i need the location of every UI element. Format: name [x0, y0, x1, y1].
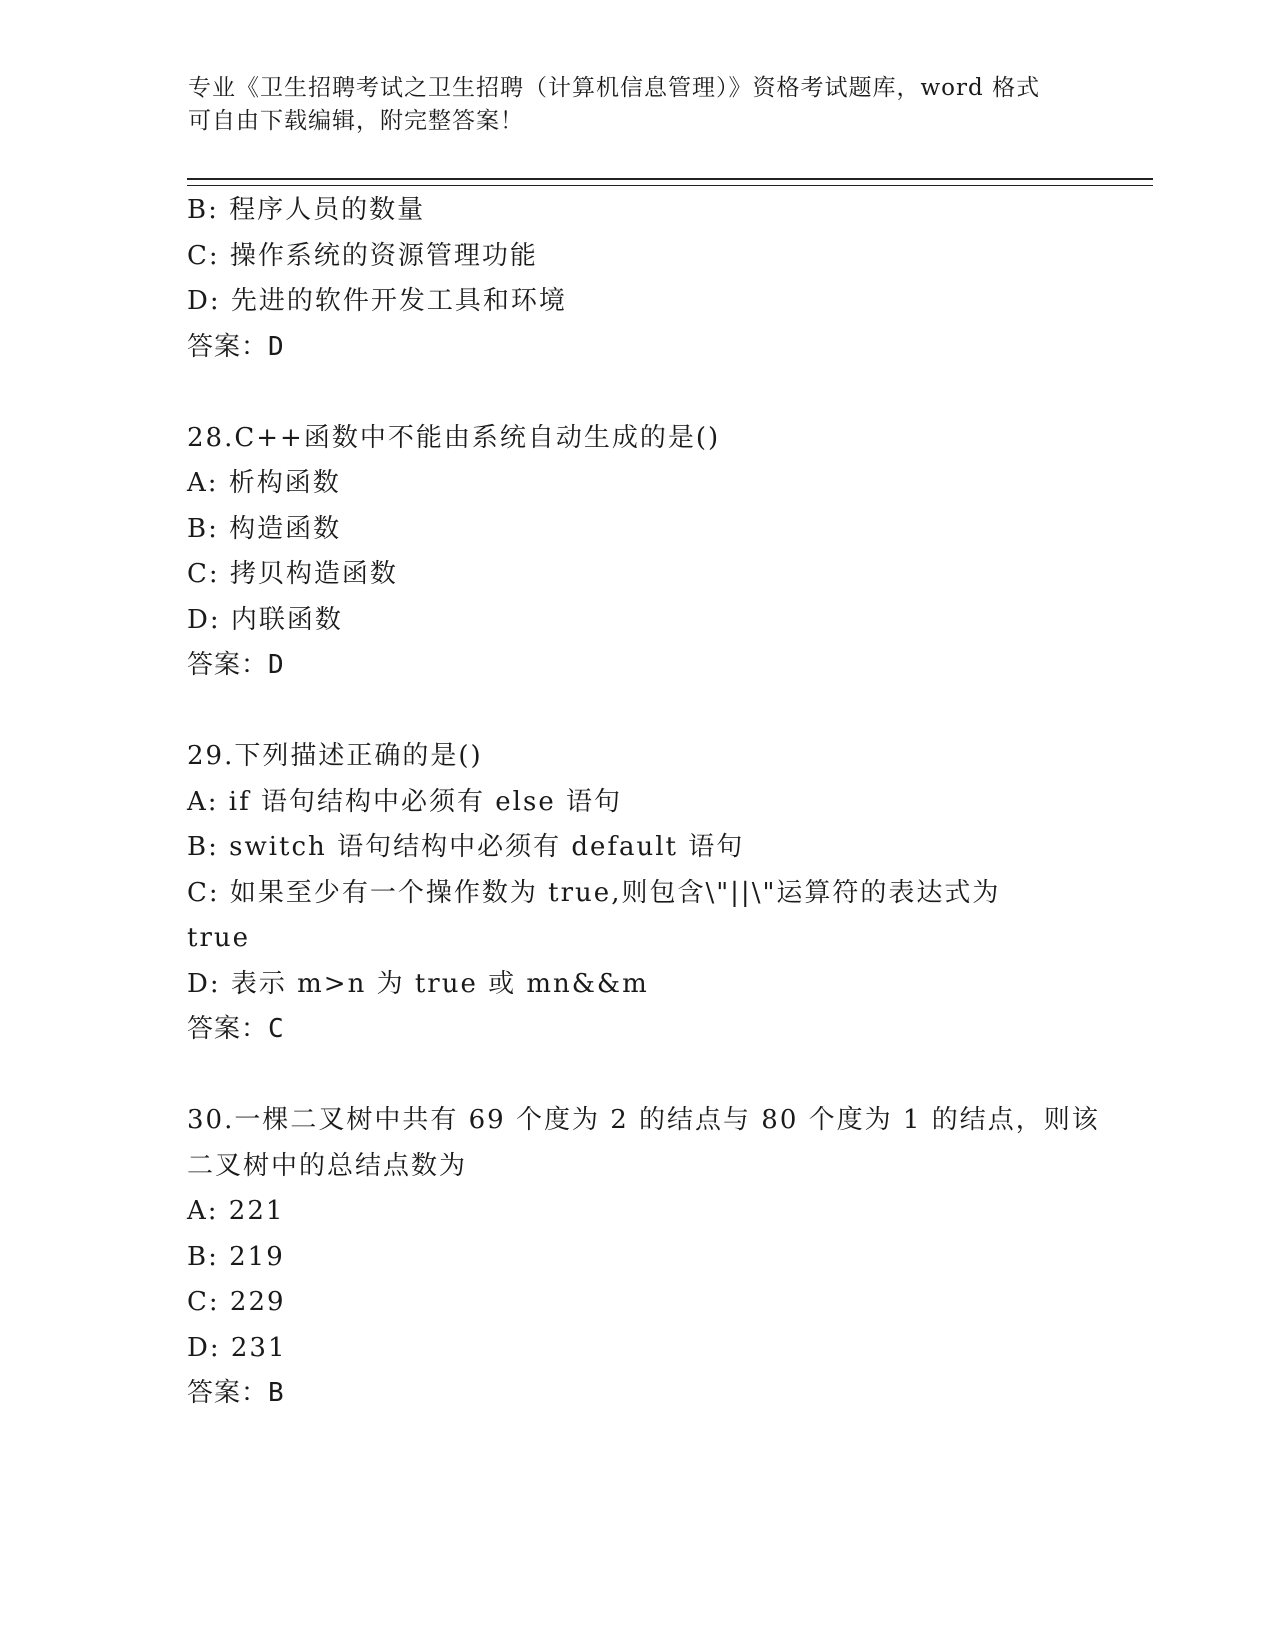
option-c: C: 如果至少有一个操作数为 true,则包含\"||\"运算符的表达式为 — [187, 877, 1001, 908]
header-line-2: 可自由下载编辑，附完整答案！ — [188, 108, 524, 134]
option-c: C: 操作系统的资源管理功能 — [187, 240, 538, 271]
answer-line: 答案：C — [187, 1014, 285, 1044]
question-28 — [187, 416, 1087, 689]
answer-line: 答案：D — [187, 331, 285, 362]
option-a: A: if 语句结构中必须有 else 语句 — [187, 786, 622, 817]
option-b: B: 219 — [187, 1241, 285, 1272]
option-d: D: 231 — [187, 1332, 287, 1363]
prev-question-block — [187, 188, 1087, 370]
option-c: C: 拷贝构造函数 — [187, 559, 398, 589]
option-a: A: 析构函数 — [187, 468, 341, 498]
answer-line: 答案：D — [187, 650, 285, 680]
option-c-continued: true — [187, 923, 251, 953]
option-d: D: 表示 m>n 为 true 或 mn&&m — [187, 968, 649, 999]
question-30 — [187, 1098, 1100, 1417]
question-list — [187, 188, 1100, 1417]
option-d: D: 先进的软件开发工具和环境 — [187, 286, 567, 316]
option-b: B: switch 语句结构中必须有 default 语句 — [187, 832, 745, 862]
question-stem: 28.C++函数中不能由系统自动生成的是() — [187, 422, 721, 453]
question-29 — [187, 734, 1087, 1053]
option-d: D: 内联函数 — [187, 604, 343, 635]
header-line-1: 专业《卫生招聘考试之卫生招聘（计算机信息管理）》资格考试题库，word 格式 — [188, 75, 1041, 101]
header-divider — [187, 178, 1153, 186]
question-stem: 30.一棵二叉树中共有 69 个度为 2 的结点与 80 个度为 1 的结点，则该 — [187, 1105, 1100, 1135]
document-header — [188, 72, 1088, 138]
option-a: A: 221 — [187, 1196, 285, 1226]
option-b: B: 构造函数 — [187, 513, 342, 544]
question-stem-continued: 二叉树中的总结点数为 — [187, 1150, 468, 1181]
question-stem: 29.下列描述正确的是() — [187, 741, 483, 771]
answer-line: 答案：B — [187, 1378, 285, 1408]
option-b: B: 程序人员的数量 — [187, 195, 426, 225]
option-c: C: 229 — [187, 1287, 286, 1317]
